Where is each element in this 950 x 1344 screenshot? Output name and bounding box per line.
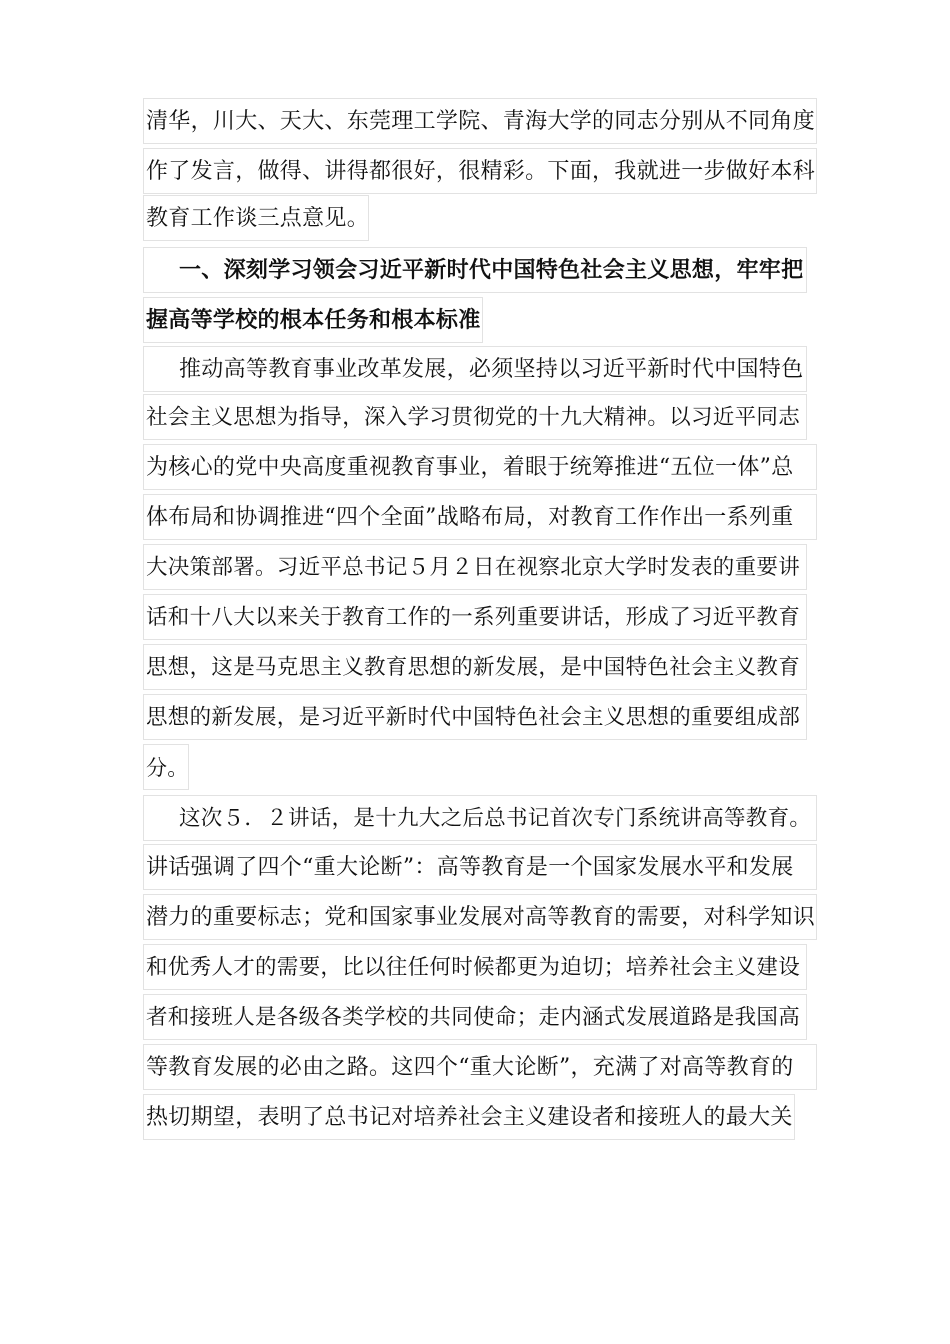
section-heading: 一、深刻学习领会习近平新时代中国特色社会主义思想，牢牢把: [143, 247, 807, 293]
paragraph-line: 思想的新发展，是习近平新时代中国特色社会主义思想的重要组成部: [143, 694, 807, 740]
paragraph-line: 为核心的党中央高度重视教育事业，着眼于统筹推进“五位一体”总: [143, 444, 817, 490]
paragraph-line: 者和接班人是各级各类学校的共同使命；走内涵式发展道路是我国高: [143, 994, 807, 1040]
paragraph-line: 教育工作谈三点意见。: [143, 195, 369, 241]
paragraph-line: 思想，这是马克思主义教育思想的新发展，是中国特色社会主义教育: [143, 644, 807, 690]
paragraph-line: 等教育发展的必由之路。这四个“重大论断”，充满了对高等教育的: [143, 1044, 817, 1090]
paragraph-line: 社会主义思想为指导，深入学习贯彻党的十九大精神。以习近平同志: [143, 394, 807, 440]
paragraph-line: 体布局和协调推进“四个全面”战略布局，对教育工作作出一系列重: [143, 494, 817, 540]
paragraph-line: 大决策部署。习近平总书记５月２日在视察北京大学时发表的重要讲: [143, 544, 807, 590]
paragraph-line: 分。: [143, 744, 189, 790]
paragraph-line: 潜力的重要标志；党和国家事业发展对高等教育的需要，对科学知识: [143, 894, 817, 940]
paragraph-line: 这次５．２讲话，是十九大之后总书记首次专门系统讲高等教育。: [143, 795, 817, 841]
section-heading: 握高等学校的根本任务和根本标准: [143, 297, 483, 343]
paragraph-line: 热切期望，表明了总书记对培养社会主义建设者和接班人的最大关: [143, 1094, 795, 1140]
paragraph-line: 话和十八大以来关于教育工作的一系列重要讲话，形成了习近平教育: [143, 594, 807, 640]
paragraph-line: 和优秀人才的需要，比以往任何时候都更为迫切；培养社会主义建设: [143, 944, 807, 990]
paragraph-line: 清华，川大、天大、东莞理工学院、青海大学的同志分别从不同角度: [143, 98, 817, 144]
paragraph-line: 作了发言，做得、讲得都很好，很精彩。下面，我就进一步做好本科: [143, 148, 817, 194]
paragraph-line: 讲话强调了四个“重大论断”：高等教育是一个国家发展水平和发展: [143, 844, 817, 890]
paragraph-line: 推动高等教育事业改革发展，必须坚持以习近平新时代中国特色: [143, 346, 807, 392]
